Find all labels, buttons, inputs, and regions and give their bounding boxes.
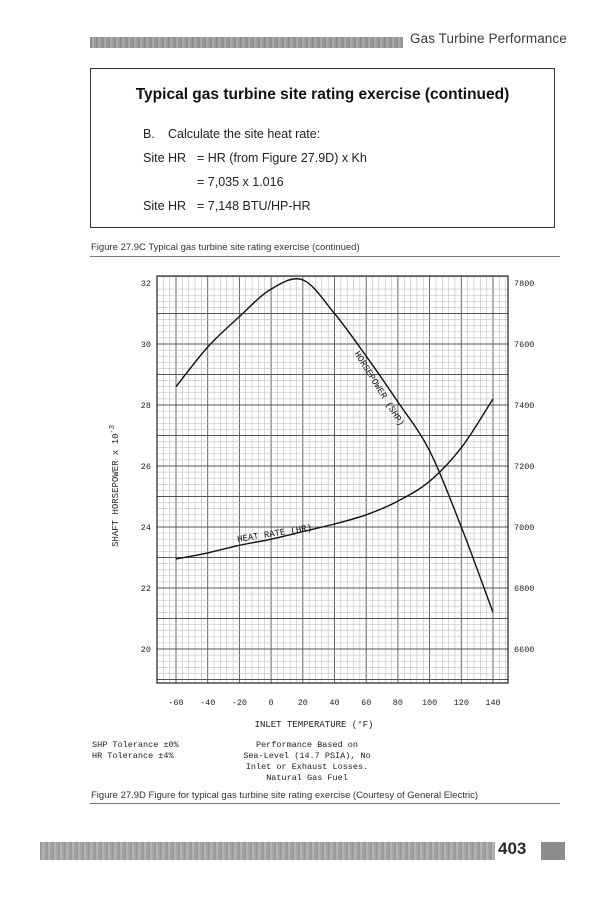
- note-line-1: Performance Based on: [255, 740, 359, 750]
- site-hr-formula: = HR (from Figure 27.9D) x Kh: [197, 151, 367, 165]
- step-text: Calculate the site heat rate:: [168, 127, 321, 141]
- y-right-tick-label: 6600: [514, 645, 535, 655]
- x-tick-label: 80: [392, 698, 404, 708]
- y-right-tick-label: 7200: [514, 462, 535, 472]
- horsepower-curve-label: HORSEPOWER (SHP): [351, 349, 406, 429]
- heat-rate-curve-label: HEAT RATE (HR): [236, 523, 313, 545]
- x-tick-label: 0: [268, 698, 274, 708]
- site-hr-label-1: Site HR: [143, 151, 187, 165]
- y-right-tick-label: 7000: [514, 523, 535, 533]
- x-tick-label: 140: [485, 698, 501, 708]
- y-left-tick-label: 30: [140, 340, 151, 350]
- x-tick-label: 120: [453, 698, 469, 708]
- y-left-tick-label: 22: [140, 584, 151, 594]
- hr-tolerance: HR Tolerance ±4%: [92, 751, 174, 761]
- y-left-tick-label: 32: [140, 279, 151, 289]
- x-tick-label: 40: [329, 698, 340, 708]
- running-header-title: Gas Turbine Performance: [410, 31, 567, 46]
- y-left-tick-label: 26: [140, 462, 151, 472]
- figure-caption-d: Figure 27.9D Figure for typical gas turbine site rating exercise (Courtesy of General Electric): [91, 790, 479, 801]
- y-right-tick-label: 6800: [514, 584, 535, 594]
- y-axis-title: SHAFT HORSEPOWER x $10^{-3}$: [109, 425, 121, 547]
- x-tick-label: 20: [297, 698, 308, 708]
- axis-ticks: [141, 279, 535, 708]
- caption-rule-bottom: [90, 803, 560, 804]
- note-line-2: Sea-Level (14.7 PSIA), No: [243, 751, 371, 761]
- figure-caption-c: Figure 27.9C Typical gas turbine site rating exercise (continued): [91, 242, 360, 253]
- x-tick-label: 60: [361, 698, 372, 708]
- x-tick-label: -20: [231, 698, 248, 708]
- y-right-tick-label: 7800: [514, 279, 535, 289]
- x-axis-title: INLET TEMPERATURE (°F): [254, 720, 374, 730]
- x-tick-label: -40: [200, 698, 216, 708]
- site-hr-result: = 7,148 BTU/HP-HR: [197, 199, 311, 213]
- y-right-tick-label: 7600: [514, 340, 535, 350]
- y-left-tick-label: 24: [140, 523, 151, 533]
- plot-frame: [157, 276, 508, 683]
- page-number: 403: [498, 839, 527, 858]
- site-hr-calculation: = 7,035 x 1.016: [197, 175, 284, 189]
- chart-grid: [157, 276, 508, 683]
- x-tick-label: 100: [421, 698, 438, 708]
- site-hr-label-2: Site HR: [143, 199, 187, 213]
- y-right-tick-label: 7400: [514, 401, 535, 411]
- note-line-3: Inlet or Exhaust Losses.: [245, 762, 369, 772]
- y-left-tick-label: 28: [140, 401, 151, 411]
- y-left-tick-label: 20: [140, 645, 151, 655]
- shp-tolerance: SHP Tolerance ±0%: [92, 740, 179, 750]
- exercise-box-title: Typical gas turbine site rating exercise (continued): [135, 86, 510, 103]
- footer-bar: [40, 842, 495, 860]
- note-line-4: Natural Gas Fuel: [266, 773, 348, 783]
- footer-block: [541, 842, 565, 860]
- step-letter: B.: [143, 127, 155, 141]
- x-tick-label: -60: [168, 698, 184, 708]
